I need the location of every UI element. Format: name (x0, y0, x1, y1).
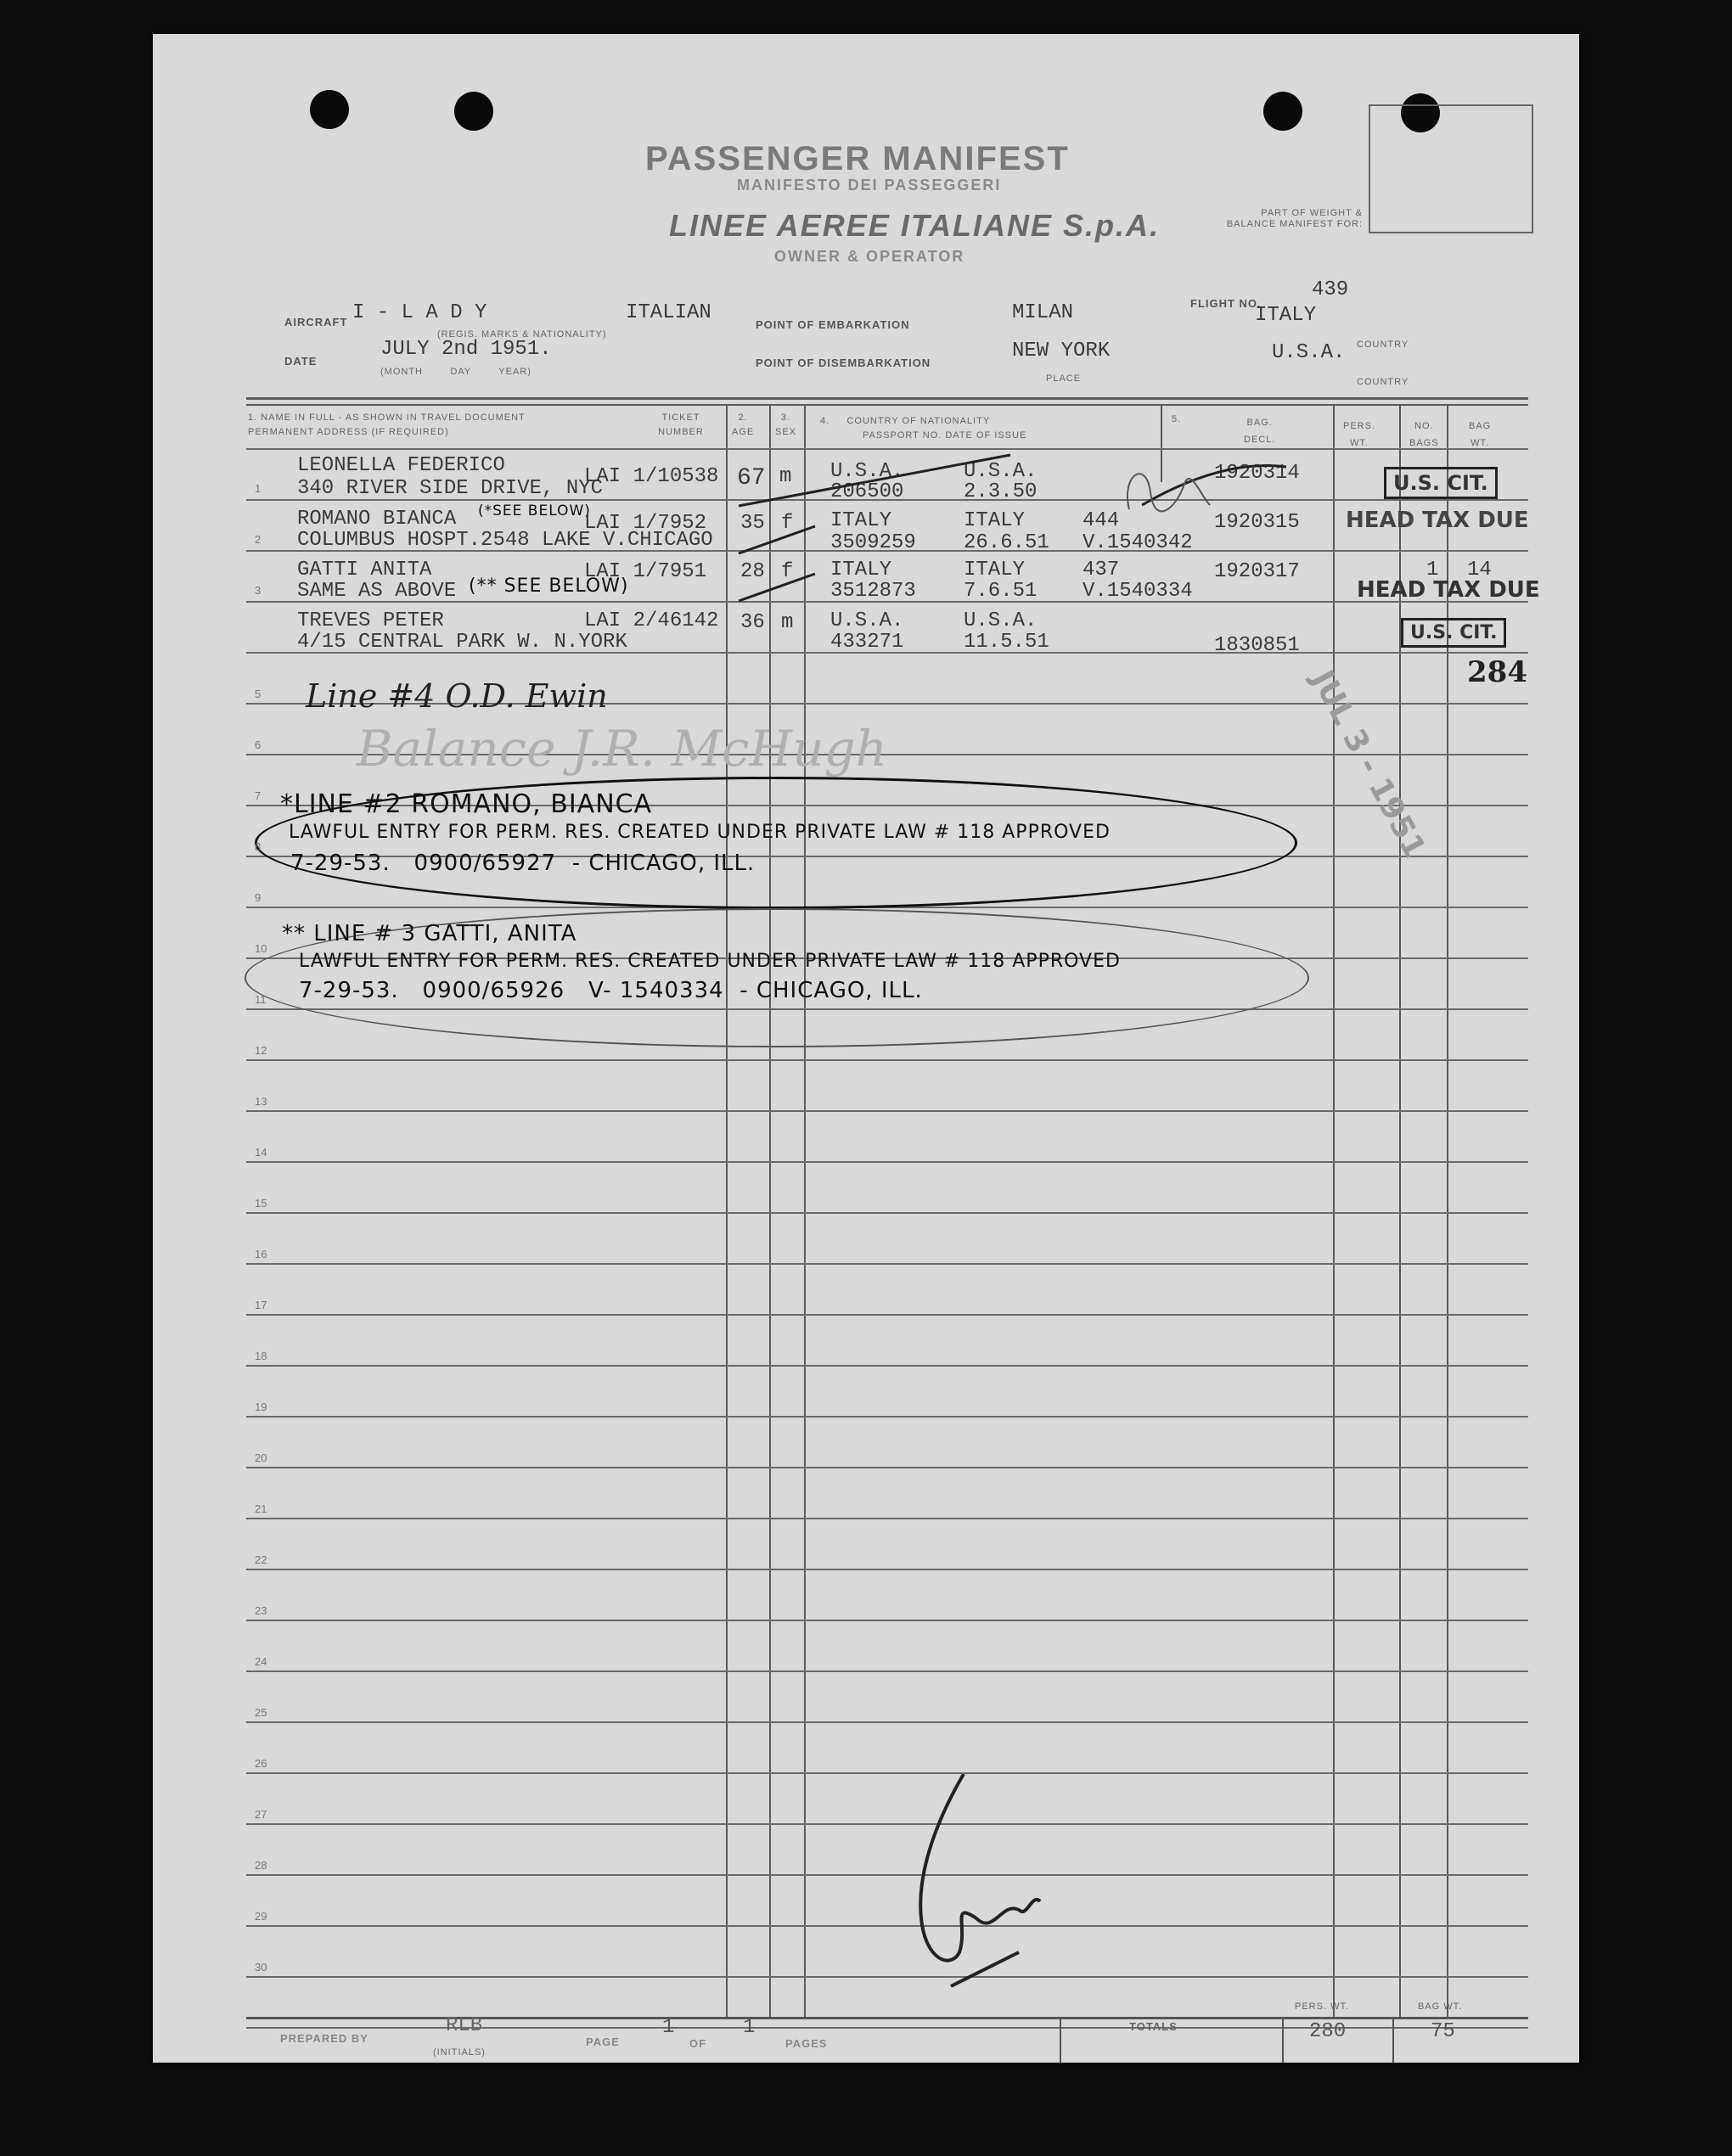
passenger-address: 340 RIVER SIDE DRIVE, NYC (297, 477, 604, 500)
passenger-visa-no: 437 (1082, 559, 1120, 581)
passenger-visa: V.1540334 (1082, 580, 1193, 603)
passenger-nationality-2: U.S.A. (964, 609, 1038, 632)
passenger-passport: 206500 (830, 480, 904, 503)
passenger-ticket: LAI 1/10538 (584, 465, 719, 488)
passenger-issue-date: 2.3.50 (964, 480, 1038, 503)
passenger-ticket: LAI 1/7952 (584, 512, 707, 535)
row-number: 13 (255, 1095, 267, 1108)
passenger-nationality-2: ITALY (964, 559, 1026, 581)
passenger-bag-decl: 1920317 (1214, 560, 1300, 583)
passenger-bag-decl: 1830851 (1214, 634, 1300, 657)
row-number: 18 (255, 1350, 267, 1362)
col-bagwt-header: BAG WT. (1469, 421, 1492, 448)
row-number: 1 (255, 482, 261, 495)
passenger-visa: V.1540342 (1082, 531, 1193, 554)
passenger-name: ROMANO BIANCA (297, 508, 457, 531)
aircraft-nationality: ITALIAN (626, 301, 711, 324)
no-bags-value: 1 (1426, 559, 1439, 581)
row-number: 6 (255, 738, 261, 751)
flight-number: 439 (1312, 278, 1349, 301)
col-ticket-header: TICKET NUMBER (658, 413, 704, 437)
embarkation-place: MILAN (1012, 301, 1074, 324)
manifest-title: PASSENGER MANIFEST (645, 140, 1070, 177)
passenger-age: 36 (740, 611, 765, 634)
owner-operator-label: OWNER & OPERATOR (774, 248, 965, 265)
passenger-issue-date: 7.6.51 (964, 580, 1038, 603)
bag-wt-value: 14 (1467, 559, 1492, 581)
strike-marks (153, 34, 1579, 2063)
passenger-sex: m (781, 611, 794, 634)
embarkation-country: ITALY (1255, 304, 1317, 327)
row-number: 5 (255, 688, 261, 700)
passenger-name: LEONELLA FEDERICO (297, 454, 505, 477)
row-number: 25 (255, 1706, 267, 1719)
passenger-issue-date: 11.5.51 (964, 631, 1049, 654)
passenger-bag-decl: 1920315 (1214, 511, 1300, 534)
country-label-2: COUNTRY (1357, 377, 1409, 387)
bag-wt-total-label: BAG WT. (1418, 2002, 1463, 2012)
embarkation-label: POINT OF EMBARKATION (756, 318, 910, 331)
totals-box-divider (1392, 2018, 1394, 2063)
passenger-age: 67 (737, 465, 766, 491)
passenger-sex: m (779, 465, 792, 488)
passenger-nationality: ITALY (830, 559, 892, 581)
note1-ref: 7-29-53. 0900/65927 - CHICAGO, ILL. (290, 851, 756, 876)
row-number: 30 (255, 1961, 267, 1974)
col-nobags-header: NO. BAGS (1409, 421, 1439, 448)
note2-heading: ** LINE # 3 GATTI, ANITA (282, 921, 577, 946)
passenger-passport: 3509259 (830, 531, 916, 554)
passenger-address: COLUMBUS HOSPT.2548 LAKE V.CHICAGO (297, 529, 713, 552)
us-citizen-stamp: U.S. CIT. (1384, 467, 1498, 499)
passenger-name: GATTI ANITA (297, 559, 432, 581)
passenger-name: TREVES PETER (297, 609, 444, 632)
us-citizen-stamp: U.S. CIT. (1401, 618, 1506, 648)
passenger-passport: 3512873 (830, 580, 916, 603)
pers-wt-total-label: PERS. WT. (1295, 2002, 1350, 2012)
passenger-nationality: U.S.A. (830, 460, 904, 483)
passenger-address: SAME AS ABOVE (297, 580, 457, 603)
col-bagdecl-header: BAG. DECL. (1244, 418, 1276, 445)
disembarkation-place: NEW YORK (1012, 340, 1111, 362)
aircraft-value: I - L A D Y (352, 301, 487, 324)
strike-line (739, 526, 815, 553)
col-sex-header: 3. SEX (775, 413, 797, 437)
head-tax-due-stamp: HEAD TAX DUE (1346, 508, 1529, 533)
officer-signature (900, 1774, 1070, 2029)
stamp-number: 284 (1467, 655, 1527, 689)
page-label: PAGE (586, 2035, 620, 2048)
row-number: 24 (255, 1655, 267, 1668)
passenger-issue-date: 26.6.51 (964, 531, 1049, 554)
see-below-note: (*SEE BELOW) (478, 503, 591, 519)
passenger-passport: 433271 (830, 631, 904, 654)
row-number: 21 (255, 1502, 267, 1515)
col-age-header: 2. AGE (732, 413, 755, 437)
pages-label: PAGES (785, 2037, 828, 2050)
col-bag-header: 5. (1172, 414, 1182, 424)
line4-handwritten-note: Line #4 O.D. Ewin (306, 677, 608, 715)
flight-number-label: FLIGHT NO. (1190, 297, 1262, 310)
date-sublabel: (MONTH DAY YEAR) (380, 367, 531, 377)
passenger-address: 4/15 CENTRAL PARK W. N.YORK (297, 631, 627, 654)
passenger-bag-decl: 1920314 (1214, 462, 1300, 485)
passenger-ticket: LAI 1/7951 (584, 560, 707, 583)
note2-text: LAWFUL ENTRY FOR PERM. RES. CREATED UNDER PRIVATE LAW # 118 APPROVED (299, 951, 1121, 972)
row-number: 20 (255, 1451, 267, 1464)
see-below-note: (** SEE BELOW) (469, 575, 629, 597)
passenger-sex: f (781, 560, 794, 583)
manifest-subtitle: MANIFESTO DEI PASSEGGERI (737, 177, 1002, 194)
footer-rule (246, 2017, 1528, 2019)
row-number: 29 (255, 1910, 267, 1923)
row-number: 10 (255, 942, 267, 955)
passenger-ticket: LAI 2/46142 (584, 609, 719, 632)
row-number: 2 (255, 533, 261, 546)
note1-text: LAWFUL ENTRY FOR PERM. RES. CREATED UNDER PRIVATE LAW # 118 APPROVED (289, 822, 1111, 843)
row-number: 19 (255, 1401, 267, 1413)
place-label: PLACE (1046, 373, 1082, 384)
passenger-sex: f (781, 512, 794, 535)
col-pers-header: PERS. WT. (1343, 421, 1376, 448)
row-number: 15 (255, 1197, 267, 1210)
col-country-header: 4. COUNTRY OF NATIONALITY PASSPORT NO. DATE OF ISSUE (820, 416, 1027, 441)
note2-ref: 7-29-53. 0900/65926 V- 1540334 - CHICAGO, ILL. (299, 978, 923, 1003)
head-tax-due-stamp: HEAD TAX DUE (1357, 577, 1540, 603)
row-number: 11 (255, 993, 267, 1006)
totals-box (1060, 2018, 1061, 2063)
row-number: 3 (255, 584, 261, 597)
of-label: OF (689, 2037, 707, 2050)
row-number: 16 (255, 1248, 267, 1260)
bag-wt-total: 75 (1431, 2020, 1455, 2043)
passenger-nationality: U.S.A. (830, 609, 904, 632)
strike-line (739, 455, 1010, 506)
total-pages: 1 (743, 2016, 756, 2039)
passenger-visa-no: 444 (1082, 509, 1120, 532)
disembarkation-country: U.S.A. (1272, 341, 1346, 364)
disembarkation-label: POINT OF DISEMBARKATION (756, 357, 931, 369)
passenger-age: 35 (740, 512, 765, 535)
date-value: JULY 2nd 1951. (380, 338, 552, 361)
balance-signature: Balance J.R. McHugh (357, 720, 887, 778)
row-number: 26 (255, 1757, 267, 1770)
strike-line (1142, 465, 1286, 505)
row-number: 8 (255, 840, 261, 853)
manifest-sheet (153, 34, 1579, 2063)
passenger-nationality-2: ITALY (964, 509, 1026, 532)
page-number: 1 (662, 2016, 675, 2039)
row-number: 14 (255, 1146, 267, 1159)
aircraft-sublabel: (REGIS. MARKS & NATIONALITY) (437, 329, 607, 340)
col-name-header: 1. NAME IN FULL - AS SHOWN IN TRAVEL DOCUMENT PERMANENT ADDRESS (IF REQUIRED) (248, 413, 526, 437)
aircraft-label: AIRCRAFT (284, 316, 348, 328)
row-number: 23 (255, 1604, 267, 1617)
row-number: 27 (255, 1808, 267, 1821)
row-number: 7 (255, 789, 261, 802)
passenger-nationality-2: U.S.A. (964, 460, 1038, 483)
airline-name: LINEE AEREE ITALIANE S.p.A. (669, 208, 1161, 243)
row-number: 28 (255, 1859, 267, 1872)
date-label: DATE (284, 355, 318, 368)
passenger-nationality: ITALY (830, 509, 892, 532)
pers-wt-total: 280 (1309, 2020, 1347, 2043)
passenger-age: 28 (740, 560, 765, 583)
row-number: 22 (255, 1553, 267, 1566)
totals-box-divider (1282, 2018, 1284, 2063)
strike-line (739, 574, 815, 601)
weight-balance-label: PART OF WEIGHT & BALANCE MANIFEST FOR: (1226, 208, 1363, 229)
prepared-by-value: RLB (446, 2014, 483, 2037)
row-number: 9 (255, 891, 261, 904)
signature-stroke (920, 1774, 1040, 1986)
prepared-by-label: PREPARED BY (280, 2032, 368, 2045)
note1-heading: *LINE #2 ROMANO, BIANCA (280, 789, 653, 819)
date-stamp: JUL 3 - 1951 (1304, 665, 1432, 864)
totals-label: TOTALS (1129, 2020, 1178, 2033)
initials-label: (INITIALS) (433, 2047, 486, 2058)
country-label-1: COUNTRY (1357, 340, 1409, 350)
row-number: 12 (255, 1044, 267, 1057)
row-number: 17 (255, 1299, 267, 1311)
